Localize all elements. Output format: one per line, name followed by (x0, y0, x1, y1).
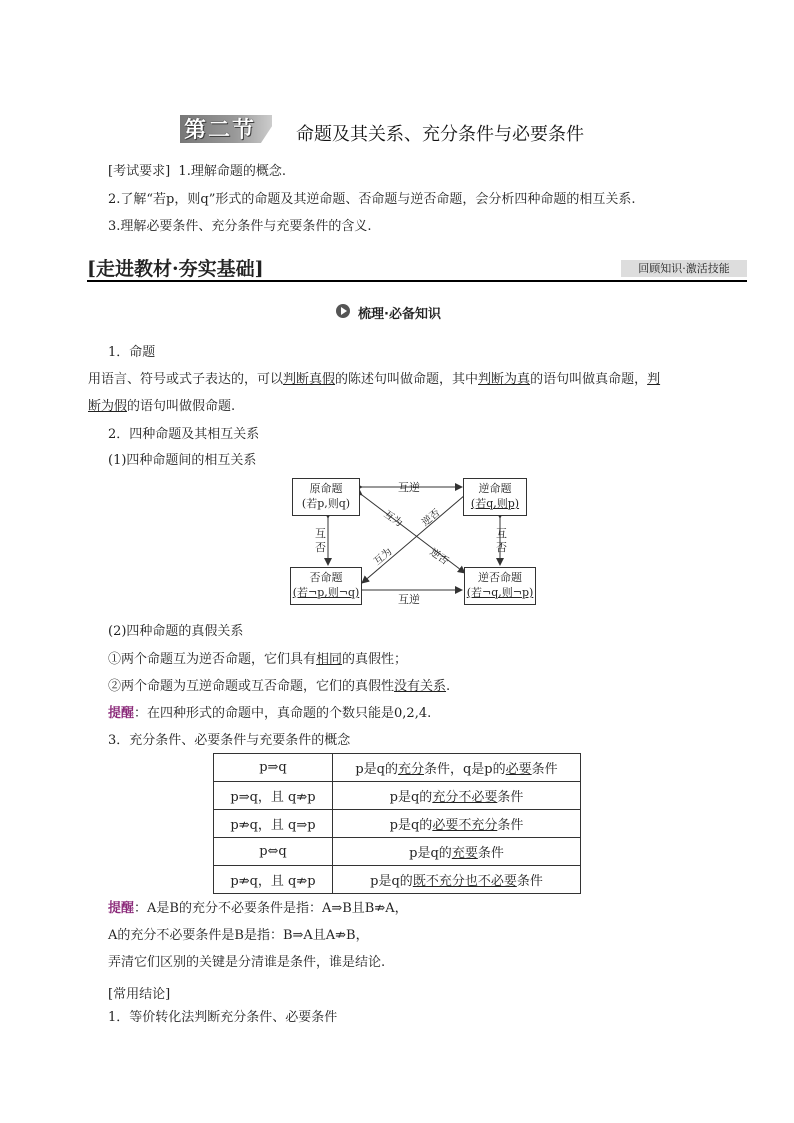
label-diag-2: 逆否 (420, 507, 443, 529)
common-item-1: 1．等价转化法判断充分条件、必要条件 (108, 1010, 338, 1025)
label-bottom: 互逆 (398, 593, 420, 606)
requirements-label: [考试要求] (108, 164, 171, 179)
common-label: [常用结论] (108, 987, 171, 1002)
requirements-line-3: 3.理解必要条件、充分条件与充要条件的含义. (108, 219, 372, 234)
band-title: [走进教材·夯实基础] (87, 258, 264, 280)
s1-heading: 1．命题 (108, 345, 156, 360)
section-badge: 第二节 (184, 118, 257, 143)
box-inverse: 否命题 (若¬p,则¬q) (290, 567, 362, 605)
requirements-line-1: [考试要求] 1.理解命题的概念. (108, 164, 286, 179)
subheading: 梳理·必备知识 (358, 307, 441, 322)
s2-rule-1: ①两个命题互为逆否命题，它们具有相同的真假性； (108, 652, 408, 667)
box-contrapositive: 逆否命题 (若¬q,则¬p) (464, 567, 536, 605)
s3-tip-3: 弄清它们区别的关键是分清谁是条件，谁是结论. (108, 955, 386, 970)
box-original: 原命题 (若p,则q) (292, 478, 360, 516)
s3-tip-1: 提醒：A是B的充分不必要条件是指：A⇒B且B⇏A， (108, 901, 408, 916)
box-converse: 逆命题 (若q,则p) (463, 478, 527, 516)
label-diag-1: 互为 (381, 508, 405, 530)
band-tag: 回顾知识·激活技能 (621, 260, 747, 277)
label-top: 互逆 (398, 481, 420, 494)
label-right: 互 否 (496, 527, 507, 554)
s2-sub1: (1)四种命题间的相互关系 (108, 453, 257, 468)
label-diag-4: 逆否 (427, 546, 451, 568)
table-row: p⇒q，且 q⇏p p是q的充分不必要条件 (214, 782, 581, 810)
s2-tip: 提醒：在四种形式的命题中，真命题的个数只能是0,2,4. (108, 706, 432, 721)
s1-paragraph-line-1: 用语言、符号或式子表达的，可以判断真假的陈述句叫做命题，其中判断为真的语句叫做真命题，判 (88, 372, 661, 387)
s3-tip-2: A的充分不必要条件是B是指：B⇒A且A⇏B， (108, 928, 369, 943)
table-row: p⇒q p是q的充分条件，q是p的必要条件 (214, 754, 581, 782)
table-row: p⇏q，且 q⇒p p是q的必要不充分条件 (214, 810, 581, 838)
table-row: p⇏q，且 q⇏p p是q的既不充分也不必要条件 (214, 866, 581, 894)
s2-sub2: (2)四种命题的真假关系 (108, 624, 244, 639)
label-left: 互 否 (315, 527, 326, 554)
play-icon (336, 304, 350, 318)
label-diag-3: 互为 (372, 546, 395, 568)
s3-heading: 3．充分条件、必要条件与充要条件的概念 (108, 733, 351, 748)
page-title: 命题及其关系、充分条件与必要条件 (296, 124, 584, 145)
conditions-table (213, 753, 581, 894)
s1-paragraph-line-2: 断为假的语句叫做假命题. (88, 399, 236, 414)
arrow-diag-2 (362, 495, 465, 583)
requirements-line-2: 2.了解“若p，则q”形式的命题及其逆命题、否命题与逆否命题，会分析四种命题的相互关系. (108, 192, 636, 207)
table-row: p⇔q p是q的充要条件 (214, 838, 581, 866)
s2-heading: 2．四种命题及其相互关系 (108, 427, 260, 442)
s2-rule-2: ②两个命题为互逆命题或互否命题，它们的真假性没有关系. (108, 679, 451, 694)
